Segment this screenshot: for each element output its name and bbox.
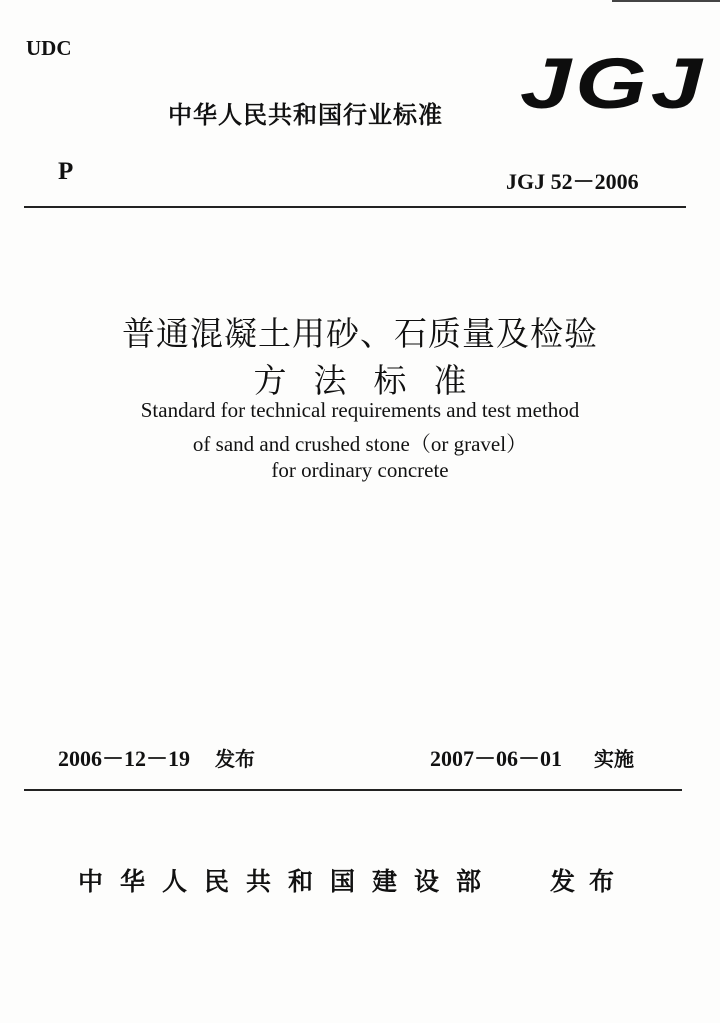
implementation-label: 实施 xyxy=(594,747,634,771)
standard-number: JGJ 52－2006 xyxy=(506,169,639,194)
chinese-title-line1: 普通混凝土用砂、石质量及检验 xyxy=(122,314,598,353)
english-title-line1: Standard for technical requirements and test method xyxy=(140,398,580,422)
english-title-line3: for ordinary concrete xyxy=(271,458,449,482)
issuing-action: 发布 xyxy=(550,867,629,896)
chinese-title-line2: 方法标准 xyxy=(253,361,494,400)
issue-label: 发布 xyxy=(215,747,255,771)
top-divider xyxy=(24,206,686,208)
issue-date: 2006－12－19 xyxy=(58,746,191,771)
jgj-logo: JGJ xyxy=(520,44,706,124)
scan-edge-mark xyxy=(612,0,720,2)
issuing-authority: 中华人民共和国建设部 xyxy=(78,867,499,896)
bottom-divider xyxy=(24,789,682,791)
udc-label: UDC xyxy=(26,36,72,60)
english-title-line2: of sand and crushed stone（or gravel） xyxy=(192,432,528,456)
standard-category: 中华人民共和国行业标准 xyxy=(168,101,443,129)
implementation-date: 2007－06－01 xyxy=(430,746,563,771)
classification-code: P xyxy=(58,158,74,185)
